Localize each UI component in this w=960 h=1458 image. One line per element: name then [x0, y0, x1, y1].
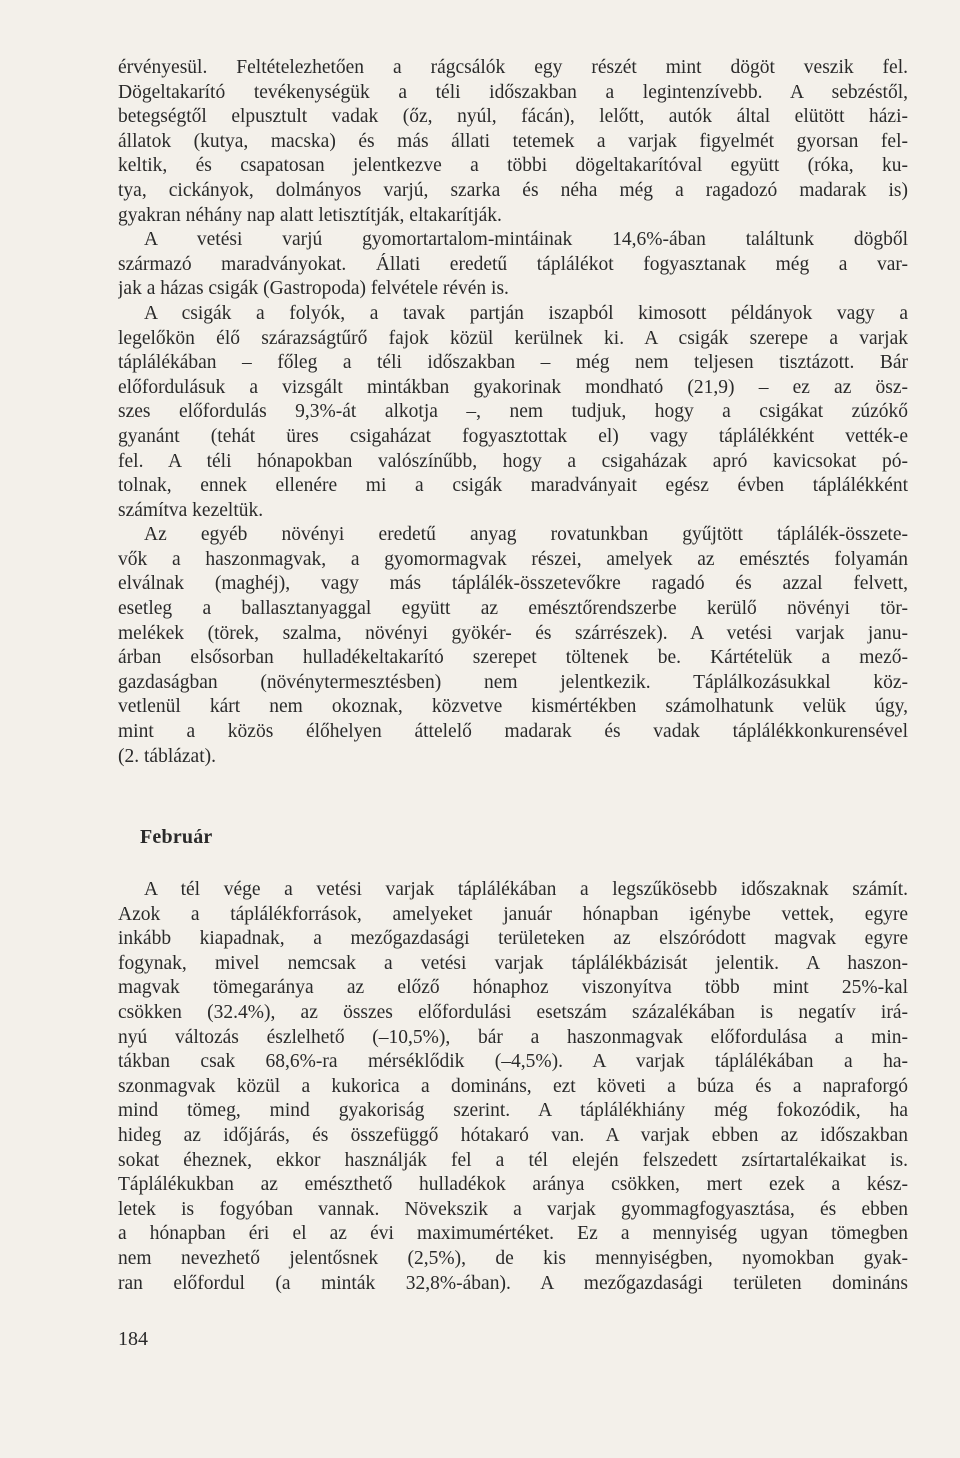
text-line: elválnak (maghéj), vagy más táplálék-összetevőkre ragadó és azzal felvett, — [118, 573, 908, 595]
text-line: sokat éheznek, ekkor használják fel a tél elején felszedett zsírtartalékaikat is. — [118, 1149, 908, 1171]
text-line: érvényesül. Feltételezhetően a rágcsálók egy részét mint dögöt veszik fel. — [118, 57, 908, 78]
text-line: Táplálékukban az emészthető hulladékok aránya csökken, mert ezek a kész- — [118, 1174, 908, 1196]
text-line: nyú változás észlelhető (–10,5%), bár a haszonmagvak előfordulása a min- — [118, 1026, 908, 1048]
text-line: származó maradványokat. Állati eredetű táplálékot fogyasztanak még a var- — [118, 253, 908, 275]
text-line: (2. táblázat). — [118, 745, 216, 767]
text-line: vők a haszonmagvak, a gyomormagvak részei, amelyek az emésztés folyamán — [118, 548, 908, 570]
text-line: vetlenül kárt nem okoznak, közvetve kismértékben számolhatunk velük úgy, — [118, 696, 908, 718]
text-line: ran előfordul (a minták 32,8%-ában). A mezőgazdasági területen domináns — [118, 1272, 908, 1294]
text-line: csökken (32.4%), az összes előfordulási esetszám százalékában is negatív irá- — [118, 1001, 908, 1023]
text-line: számítva kezeltük. — [118, 499, 264, 521]
text-line: szonmagvak közül a kukorica a domináns, ezt követi a búza és a napraforgó — [118, 1075, 908, 1097]
text-line: Az egyéb növényi eredetű anyag rovatunkban gyűjtött táplálék-összete- — [144, 524, 908, 546]
text-line: tya, cickányok, dolmányos varjú, szarka és néha még a ragadozó madarak is) — [118, 179, 908, 201]
text-line: mint a közös élőhelyen áttelelő madarak és vadak táplálékkonkurensével — [118, 721, 908, 743]
page-number: 184 — [118, 1328, 148, 1350]
text-line: előfordulásuk a vizsgált mintákban gyakorinak mondható (21,9) – ez az ösz- — [118, 376, 908, 398]
text-line: árban elsősorban hulladékeltakarító szerepet töltenek be. Kártételük a mező- — [118, 647, 908, 669]
text-line: tolnak, ennek ellenére mi a csigák maradványait egész évben táplálékként — [118, 475, 908, 497]
text-line: melékek (törek, szalma, növényi gyökér- és szárrészek). A vetési varjak janu- — [118, 622, 908, 644]
text-line: esetleg a ballasztanyaggal együtt az emésztőrendszerbe kerülő növényi tör- — [118, 598, 908, 620]
text-line: gazdaságban (növénytermesztésben) nem jelentkezik. Táplálkozásukkal köz- — [118, 671, 908, 693]
text-line: inkább kiapadnak, a mezőgazdasági területeken az elszóródott magvak egyre — [118, 928, 908, 950]
text-line: szes előfordulás 9,3%-át alkotja –, nem tudjuk, hogy a csigákat zúzókő — [118, 401, 908, 423]
text-line: hideg az időjárás, és összefüggő hótakaró van. A varjak ebben az időszakban — [118, 1124, 908, 1146]
text-line: A csigák a folyók, a tavak partján iszapból kimosott példányok vagy a — [144, 302, 908, 324]
text-block-1 — [118, 56, 908, 769]
text-line: magvak tömegaránya az előző hónaphoz viszonyítva több mint 25%-kal — [118, 977, 908, 999]
text-line: A tél vége a vetési varjak táplálékában a legszűkösebb időszaknak számít. — [144, 879, 908, 900]
text-line: fel. A téli hónapokban valószínűbb, hogy a csigaházak apró kavicsokat pó- — [118, 450, 908, 472]
text-line: A vetési varjú gyomortartalom-mintáinak 14,6%-ában találtunk dögből — [144, 229, 908, 251]
text-line: fogynak, mivel nemcsak a vetési varjak táplálékbázisát jelentik. A haszon- — [118, 952, 908, 974]
text-line: a hónapban éri el az évi maximumértéket. Ez a mennyiség ugyan tömegben — [118, 1223, 908, 1245]
text-line: tákban csak 68,6%-ra mérséklődik (–4,5%). A varjak táplálékában a ha- — [118, 1051, 908, 1073]
text-line: Dögeltakarító tevékenységük a téli időszakban a legintenzívebb. A sebzéstől, — [118, 81, 908, 103]
text-line: jak a házas csigák (Gastropoda) felvétele révén is. — [118, 278, 509, 300]
text-line: táplálékában – főleg a téli időszakban – még nem teljesen tisztázott. Bár — [118, 352, 908, 374]
text-line: gyakran néhány nap alatt letisztítják, eltakarítják. — [118, 204, 502, 226]
text-line: keltik, és csapatosan jelentkezve a többi dögeltakarítóval együtt (róka, ku- — [118, 155, 908, 177]
text-line: Azok a táplálékforrások, amelyeket január hónapban igénybe vettek, egyre — [118, 903, 908, 925]
text-block-2 — [118, 878, 908, 1296]
text-line: mind tömeg, mind gyakoriság szerint. A táplálékhiány még fokozódik, ha — [118, 1100, 908, 1122]
text-line: gyanánt (tehát üres csigaházat fogyasztottak el) vagy táplálékként vették-e — [118, 425, 908, 447]
text-line: betegségtől elpusztult vadak (őz, nyúl, fácán), lelőtt, autók által elütött házi- — [118, 106, 908, 128]
text-line: nem nevezhető jelentősnek (2,5%), de kis mennyiségben, nyomokban gyak- — [118, 1247, 908, 1269]
text-line: legelőkön élő szárazságtűrő fajok közül kerülnek ki. A csigák szerepe a varjak — [118, 327, 908, 349]
text-line: állatok (kutya, macska) és más állati tetemek a varjak figyelmét gyorsan fel- — [118, 130, 908, 152]
section-heading: Február — [140, 826, 213, 848]
text-line: letek is fogyóban vannak. Növekszik a varjak gyommagfogyasztása, és ebben — [118, 1198, 908, 1220]
